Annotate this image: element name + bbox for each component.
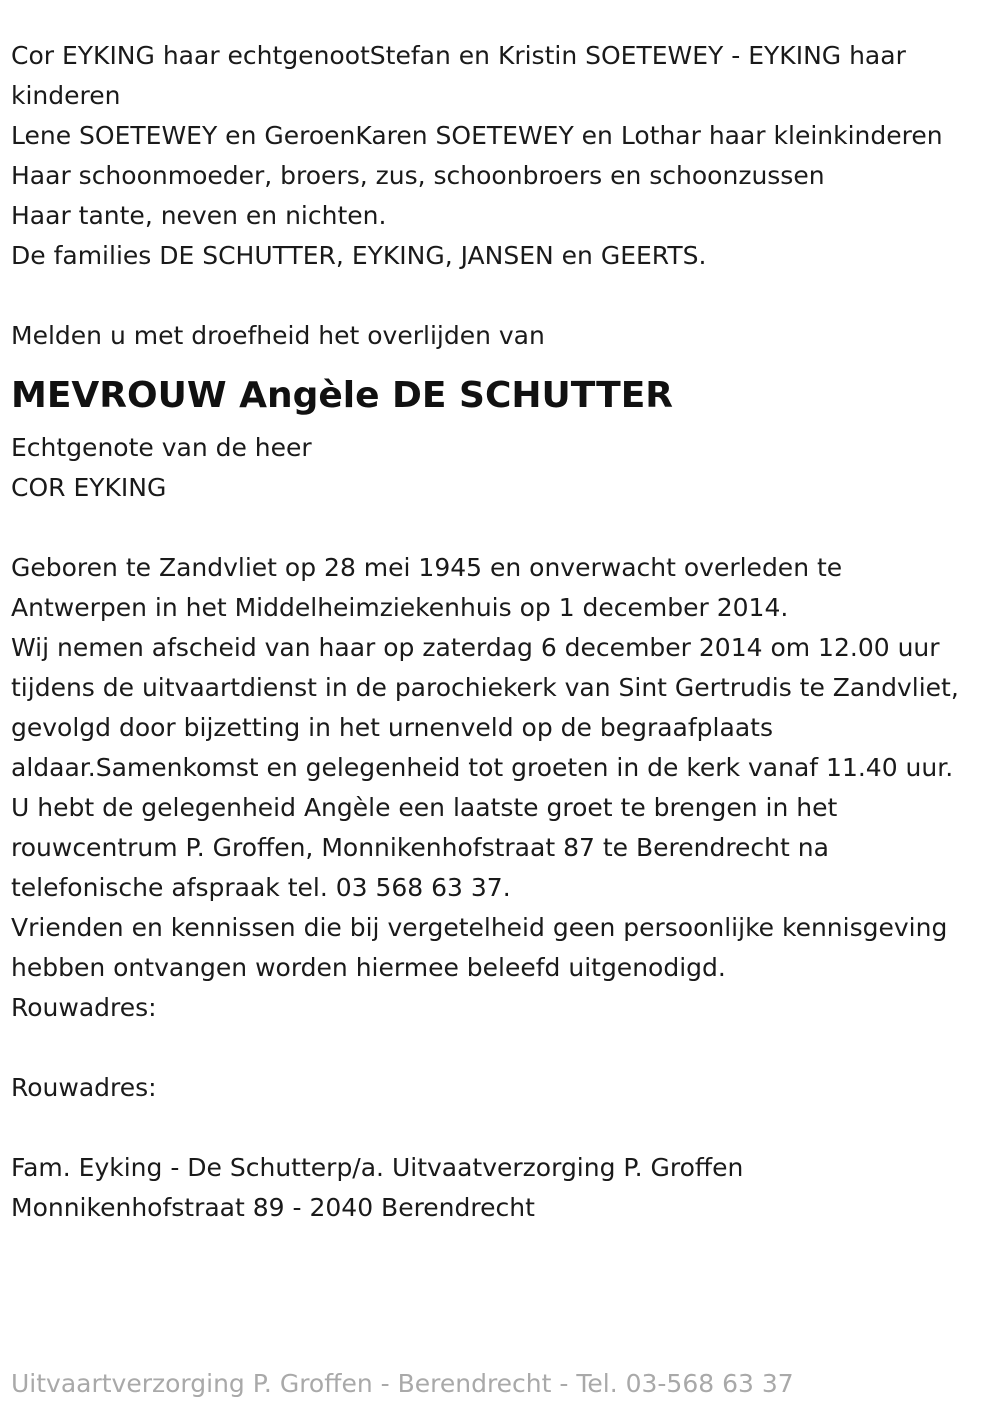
spacer xyxy=(11,1108,986,1148)
mourning-address-label: Rouwadres: xyxy=(11,993,157,1022)
spacer xyxy=(11,276,986,316)
mourning-address-heading: Rouwadres: xyxy=(11,1073,157,1102)
address-line-1: Fam. Eyking - De Schutterp/a. Uitvaatverzorging P. Groffen xyxy=(11,1153,744,1182)
visitation-paragraph: U hebt de gelegenheid Angèle een laatste groet te brengen in het rouwcentrum P. Groffen, Monnikenhofstraat 87 te Berendrecht na telefonische afspraak tel. 03 568 63 37. xyxy=(11,793,838,902)
family-line-spouse-children: Cor EYKING haar echtgenootStefan en Kristin SOETEWEY - EYKING haar kinderen xyxy=(11,41,906,110)
funeral-paragraph: Wij nemen afscheid van haar op zaterdag 6 december 2014 om 12.00 uur tijdens de uitvaartdienst in de parochiekerk van Sint Gertrudis te Zandvliet, gevolgd door bijzetting in het urnenveld op de begraafplaats aldaar.Samenkomst en gelegenheid tot groeten in de kerk vanaf 11.40 uur. xyxy=(11,633,959,782)
intro-text: Melden u met droefheid het overlijden van xyxy=(11,321,545,350)
address-line-2: Monnikenhofstraat 89 - 2040 Berendrecht xyxy=(11,1193,535,1222)
invitation-paragraph: Vrienden en kennissen die bij vergetelheid geen persoonlijke kennisgeving hebben ontvangen worden hiermee beleefd uitgenodigd. xyxy=(11,913,948,982)
footer-funeral-home: Uitvaartverzorging P. Groffen - Berendrecht - Tel. 03-568 63 37 xyxy=(11,1369,794,1398)
family-line-in-laws: Haar schoonmoeder, broers, zus, schoonbroers en schoonzussen xyxy=(11,161,825,190)
family-line-grandchildren: Lene SOETEWEY en GeroenKaren SOETEWEY en Lothar haar kleinkinderen xyxy=(11,121,943,150)
family-line-families: De families DE SCHUTTER, EYKING, JANSEN en GEERTS. xyxy=(11,241,707,270)
family-line-aunt-cousins: Haar tante, neven en nichten. xyxy=(11,201,387,230)
announcement xyxy=(11,36,986,1228)
spacer xyxy=(11,508,986,548)
spouse-line-2: COR EYKING xyxy=(11,473,167,502)
birth-death-paragraph: Geboren te Zandvliet op 28 mei 1945 en onverwacht overleden te Antwerpen in het Middelheimziekenhuis op 1 december 2014. xyxy=(11,553,843,622)
deceased-name: MEVROUW Angèle DE SCHUTTER xyxy=(11,375,674,416)
spacer xyxy=(11,1028,986,1068)
spouse-line-1: Echtgenote van de heer xyxy=(11,433,312,462)
